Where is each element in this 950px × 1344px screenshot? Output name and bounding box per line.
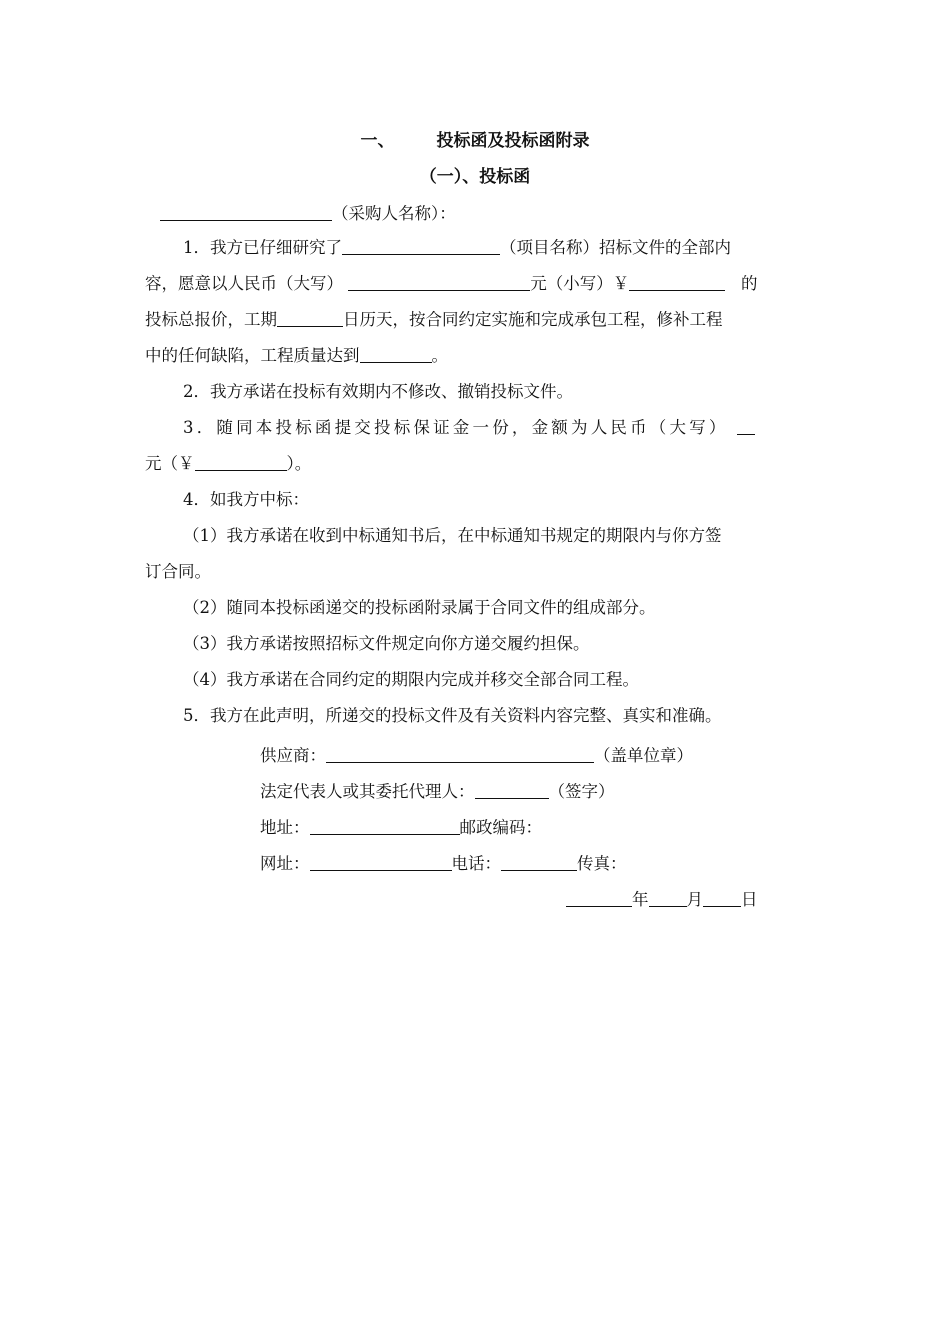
item1-text-c: 容，愿意以人民币（大写） (145, 274, 343, 293)
representative-label: 法定代表人或其委托代理人： (260, 782, 475, 801)
address-blank[interactable] (310, 816, 460, 835)
representative-row (260, 778, 615, 802)
item4-p1-line2: 订合同。 (145, 562, 211, 581)
item4-p1-line1: （1）我方承诺在收到中标通知书后，在中标通知书规定的期限内与你方签 (183, 526, 722, 545)
item1-line4 (145, 338, 448, 374)
item1-line2 (145, 266, 758, 302)
postcode-label: 邮政编码： (459, 818, 542, 837)
item3-line2 (145, 446, 311, 482)
quality-blank[interactable] (360, 344, 432, 363)
supplier-label: 供应商： (260, 746, 326, 765)
month-label: 月 (686, 890, 703, 909)
phone-blank[interactable] (501, 852, 577, 871)
website-label: 网址： (260, 854, 310, 873)
item1-text-h: 中的任何缺陷，工程质量达到 (145, 346, 360, 365)
supplier-blank[interactable] (326, 744, 594, 763)
year-blank[interactable] (566, 888, 632, 907)
item4-head: 4．如我方中标： (183, 490, 309, 509)
day-label: 日 (741, 890, 758, 909)
project-name-blank[interactable] (342, 236, 500, 255)
duration-blank[interactable] (277, 308, 343, 327)
item1-text-b: （项目名称）招标文件的全部内 (500, 238, 731, 257)
representative-blank[interactable] (475, 780, 549, 799)
item3-text-c: ）。 (286, 454, 312, 473)
representative-suffix: （签字） (548, 782, 615, 801)
price-capital-blank[interactable] (348, 272, 530, 291)
item1-text-e: 的 (741, 274, 758, 293)
item4-p2: （2）随同本投标函递交的投标函附录属于合同文件的组成部分。 (183, 598, 656, 617)
website-blank[interactable] (310, 852, 452, 871)
phone-label: 电话： (451, 854, 501, 873)
bond-capital-blank[interactable] (737, 416, 755, 435)
purchaser-name-blank[interactable] (160, 202, 332, 221)
month-blank[interactable] (649, 888, 687, 907)
addressee-suffix: （采购人名称）： (332, 204, 456, 223)
address-row (260, 814, 542, 838)
section-number: 一、 (360, 131, 395, 151)
date-row (566, 886, 758, 910)
price-figure-blank[interactable] (629, 272, 725, 291)
supplier-suffix: （盖单位章） (594, 746, 693, 765)
year-label: 年 (632, 890, 649, 909)
fax-label: 传真： (577, 854, 627, 873)
item3-line1 (183, 410, 755, 446)
supplier-row (260, 742, 693, 766)
item5-line: 5．我方在此声明，所递交的投标文件及有关资料内容完整、真实和准确。 (183, 706, 722, 725)
item3-text-b: 元（￥ (145, 454, 195, 473)
item4-p4: （4）我方承诺在合同约定的期限内完成并移交全部合同工程。 (183, 670, 639, 689)
item1-text-d: 元（小写）￥ (530, 274, 630, 293)
sub-heading: （一）、投标函 (419, 167, 531, 187)
item1-text-g: 日历天，按合同约定实施和完成承包工程，修补工程 (343, 310, 723, 329)
address-label: 地址： (260, 818, 310, 837)
bond-figure-blank[interactable] (195, 452, 287, 471)
item1-text-i: 。 (431, 346, 448, 365)
contact-row (260, 850, 627, 874)
day-blank[interactable] (703, 888, 741, 907)
item2-line: 2．我方承诺在投标有效期内不修改、撤销投标文件。 (183, 382, 573, 401)
section-title: 投标函及投标函附录 (436, 131, 590, 151)
addressee-line (160, 196, 456, 232)
section-heading (0, 126, 950, 151)
item1-text-f: 投标总报价，工期 (145, 310, 277, 329)
item3-text-a: 3．随同本投标函提交投标保证金一份，金额为人民币（大写） (183, 418, 729, 437)
item1-text-a: 1．我方已仔细研究了 (183, 238, 342, 257)
item1-line1 (183, 230, 731, 266)
item4-p3: （3）我方承诺按照招标文件规定向你方递交履约担保。 (183, 634, 590, 653)
item1-line3 (145, 302, 723, 338)
